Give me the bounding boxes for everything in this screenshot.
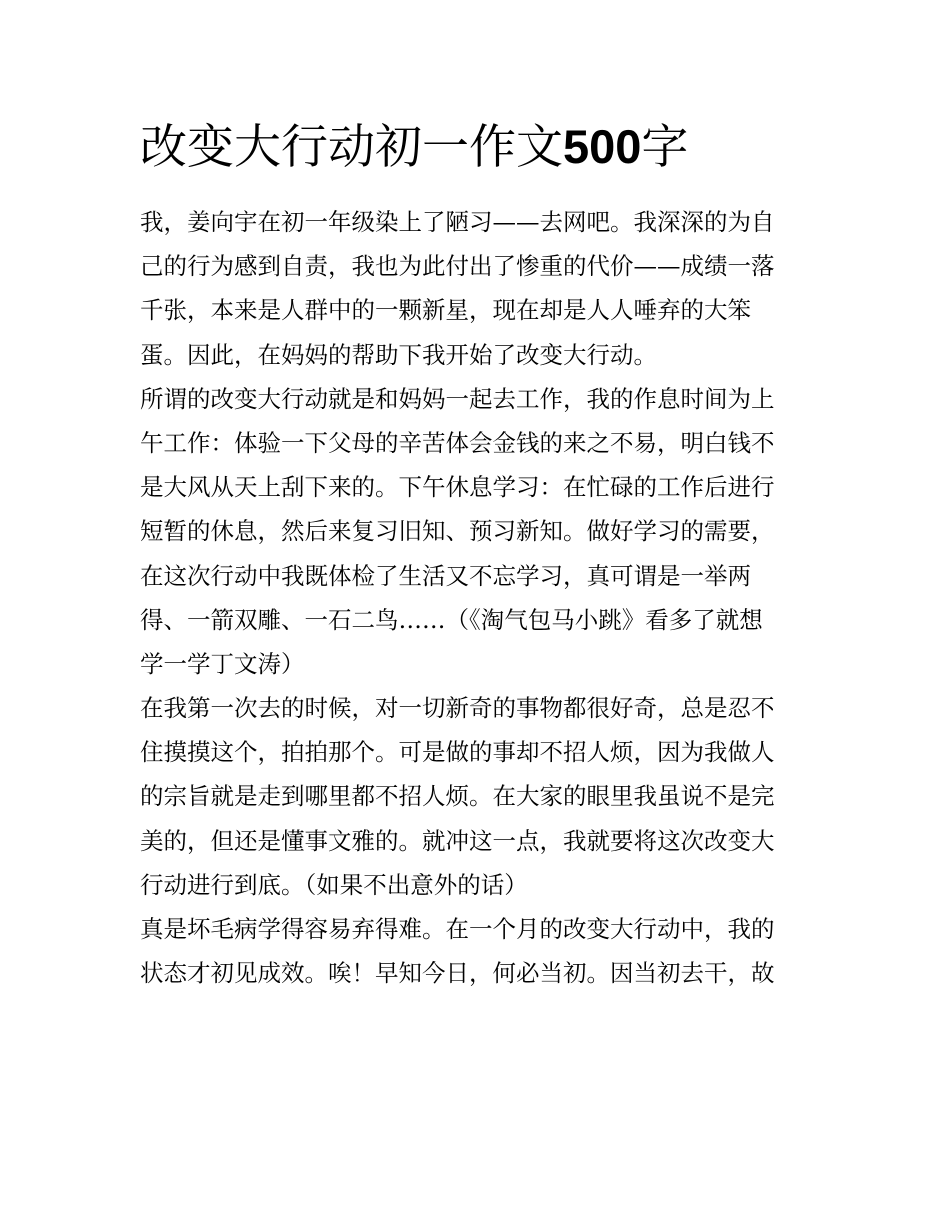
text-line: 己的行为感到自责，我也为此付出了惨重的代价——成绩一落 xyxy=(140,252,775,281)
title-suffix: 字 xyxy=(641,120,689,175)
text-line: 的宗旨就是走到哪里都不招人烦。在大家的眼里我虽说不是完 xyxy=(140,782,775,811)
text-line: 真是坏毛病学得容易弃得难。在一个月的改变大行动中，我的 xyxy=(140,915,775,943)
document-body xyxy=(140,200,815,995)
text-line: 午工作：体验一下父母的辛苦体会金钱的来之不易，明白钱不 xyxy=(140,428,775,457)
text-line: 短暂的休息，然后来复习旧知、预习新知。做好学习的需要， xyxy=(140,517,775,546)
text-line: 所谓的改变大行动就是和妈妈一起去工作，我的作息时间为上 xyxy=(140,384,775,413)
text-line: 我，姜向宇在初一年级染上了陋习——去网吧。我深深的为自 xyxy=(140,208,775,236)
text-line: 在我第一次去的时候，对一切新奇的事物都很好奇，总是忍不 xyxy=(140,694,775,723)
document-title xyxy=(140,112,840,183)
text-line: 蛋。因此，在妈妈的帮助下我开始了改变大行动。 xyxy=(140,340,657,369)
title-text: 改变大行动初一作文 xyxy=(140,120,563,175)
text-line: 是大风从天上刮下来的。下午休息学习：在忙碌的工作后进行 xyxy=(140,473,775,502)
title-number: 500 xyxy=(563,120,642,173)
text-line: 在这次行动中我既体检了生活又不忘学习，真可谓是一举两 xyxy=(140,561,751,590)
text-line: 得、一箭双雕、一石二鸟……（《淘气包马小跳》看多了就想 xyxy=(140,605,763,634)
text-line: 学一学丁文涛） xyxy=(140,649,305,678)
text-line: 住摸摸这个，拍拍那个。可是做的事却不招人烦，因为我做人 xyxy=(140,738,775,767)
text-line: 美的，但还是懂事文雅的。就冲这一点，我就要将这次改变大 xyxy=(140,826,775,855)
text-line: 行动进行到底。（如果不出意外的话） xyxy=(140,870,528,899)
text-line: 状态才初见成效。唉！早知今日，何必当初。因当初去干，故 xyxy=(140,959,775,988)
text-line: 千张，本来是人群中的一颗新星，现在却是人人唾弃的大笨 xyxy=(140,296,751,325)
